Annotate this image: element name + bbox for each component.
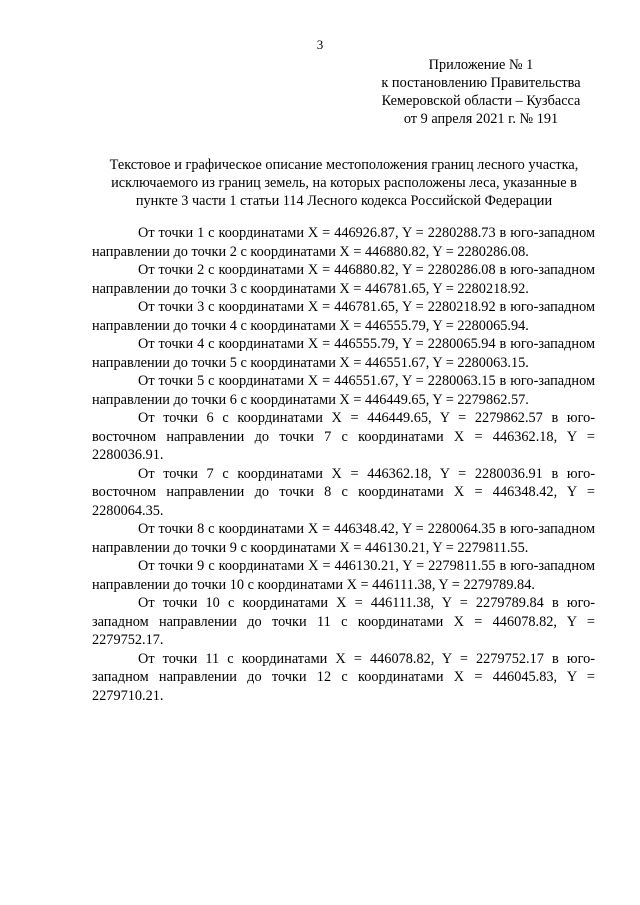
- appendix-line-4: от 9 апреля 2021 г. № 191: [403, 111, 559, 127]
- paragraph: От точки 1 с координатами X = 446926.87, Y = 2280288.73 в юго-западном направлении до точки 2 с координатами X = 446880.82, Y = 2280286.08.: [92, 225, 595, 260]
- appendix-line-3: Кемеровской области – Кузбасса: [381, 93, 581, 109]
- paragraph: От точки 2 с координатами X = 446880.82, Y = 2280286.08 в юго-западном направлении до точки 3 с координатами X = 446781.65, Y = 2280218.92.: [92, 262, 595, 297]
- paragraph: От точки 5 с координатами X = 446551.67, Y = 2280063.15 в юго-западном направлении до точки 6 с координатами X = 446449.65, Y = 2279862.57.: [92, 373, 595, 408]
- paragraph: От точки 9 с координатами X = 446130.21, Y = 2279811.55 в юго-западном направлении до точки 10 с координатами X = 446111.38, Y = 2279789.84.: [92, 558, 595, 593]
- paragraph: От точки 8 с координатами X = 446348.42, Y = 2280064.35 в юго-западном направлении до точки 9 с координатами X = 446130.21, Y = 2279811.55.: [92, 521, 595, 556]
- paragraph: От точки 11 с координатами X = 446078.82, Y = 2279752.17 в юго-западном направлении до точки 12 с координатами X = 446045.83, Y = 2279710.21.: [92, 650, 595, 704]
- paragraph: От точки 10 с координатами X = 446111.38, Y = 2279789.84 в юго-западном направлении до точки 11 с координатами X = 446078.82, Y = 2279752.17.: [92, 595, 595, 648]
- paragraph: От точки 3 с координатами X = 446781.65, Y = 2280218.92 в юго-западном направлении до точки 4 с координатами X = 446555.79, Y = 2280065.94.: [92, 299, 595, 334]
- document-heading: Текстовое и графическое описание местоположения границ лесного участка, исключаемого из границ земель, на которых расположены леса, указанные в пункте 3 части 1 статьи 114 Лесного кодекса Российской Федерации: [109, 157, 579, 209]
- paragraph: От точки 7 с координатами X = 446362.18, Y = 2280036.91 в юго-восточном направлении до точки 8 с координатами X = 446348.42, Y = 2280064.35.: [92, 465, 595, 519]
- paragraph: От точки 4 с координатами X = 446555.79, Y = 2280065.94 в юго-западном направлении до точки 5 с координатами X = 446551.67, Y = 2280063.15.: [92, 336, 595, 371]
- paragraph: От точки 6 с координатами X = 446449.65, Y = 2279862.57 в юго-восточном направлении до точки 7 с координатами X = 446362.18, Y = 2280036.91.: [92, 410, 595, 463]
- document-body: [92, 224, 595, 705]
- appendix-line-2: к постановлению Правительства: [381, 75, 581, 91]
- appendix-block: [371, 56, 591, 128]
- page-number: 3: [316, 37, 324, 52]
- appendix-line-1: Приложение № 1: [428, 57, 534, 73]
